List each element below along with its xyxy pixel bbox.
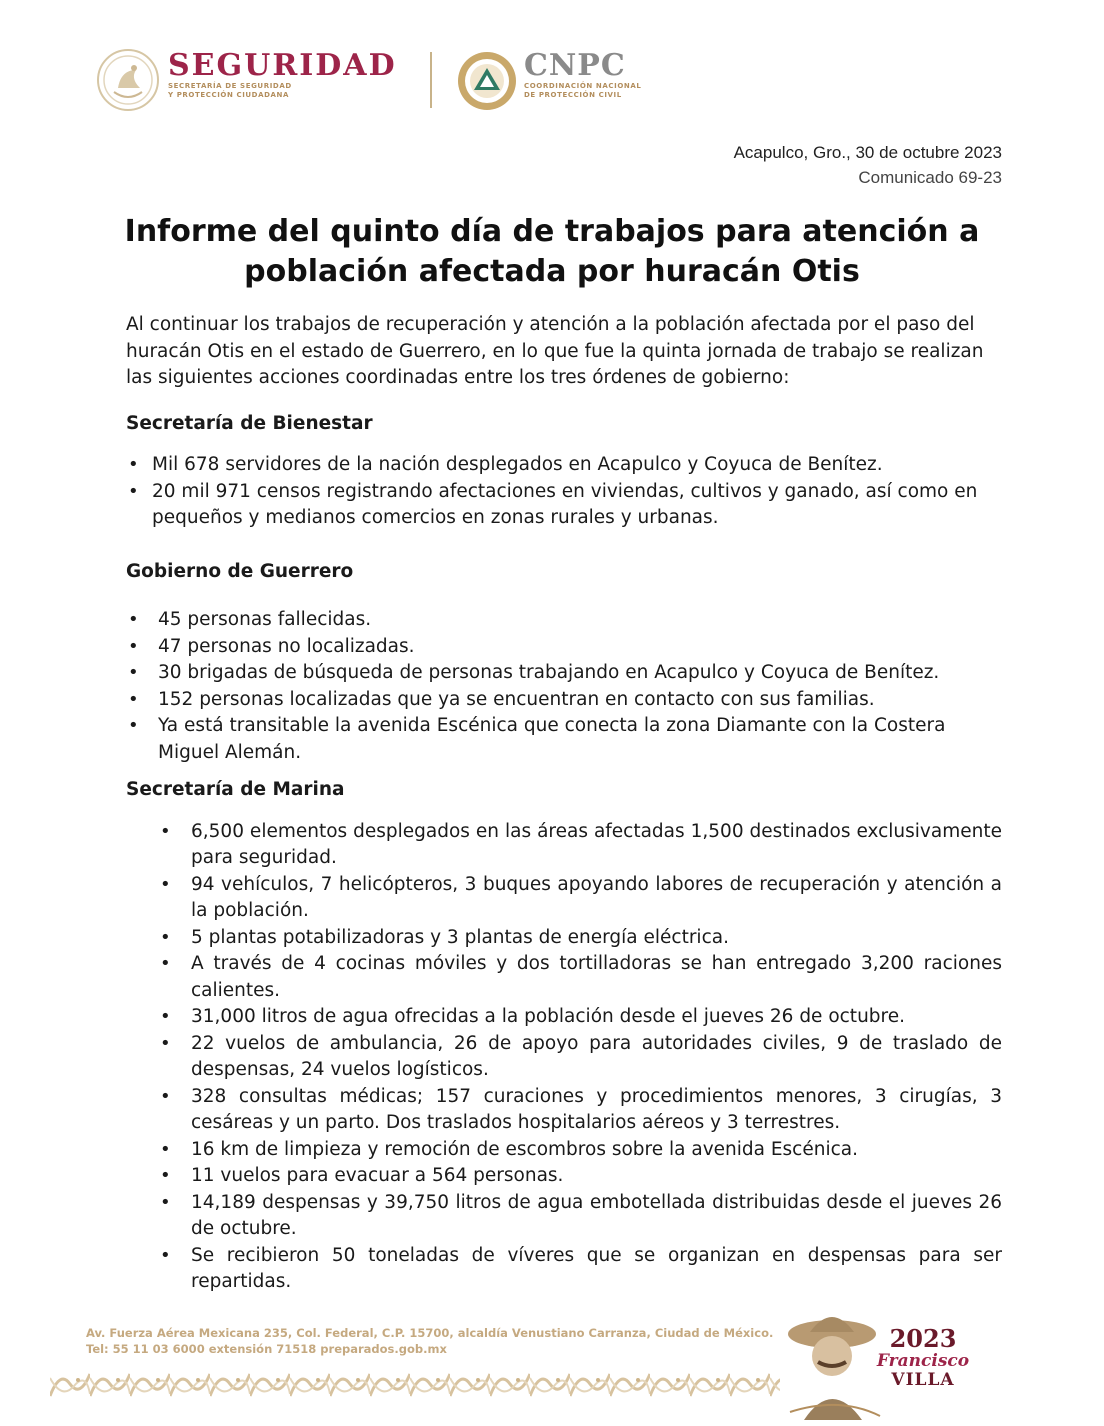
footer-address <box>86 1325 773 1357</box>
document-body <box>126 312 1002 1296</box>
guerrero-list <box>126 607 1002 766</box>
francisco-villa-logo <box>868 1326 978 1390</box>
logo-divider <box>430 52 432 108</box>
list-item: • Ya está transitable la avenida Escénica que conecta la zona Diamante con la Costera Miguel Alemán. <box>126 713 1002 766</box>
bienestar-list <box>126 452 1002 532</box>
seguridad-name: SEGURIDAD <box>168 48 397 83</box>
villa-last-name: VILLA <box>891 1370 955 1390</box>
cnpc-sub-2: DE PROTECCIÓN CIVIL <box>524 91 622 99</box>
list-item: • 94 vehículos, 7 helicópteros, 3 buques apoyando labores de recuperación y atención a la población. <box>126 872 1002 925</box>
communique-number: Comunicado 69-23 <box>858 168 1002 187</box>
address-line: Av. Fuerza Aérea Mexicana 235, Col. Federal, C.P. 15700, alcaldía Venustiano Carranza, Ciudad de México. <box>86 1326 774 1340</box>
list-item: • 22 vuelos de ambulancia, 26 de apoyo para autoridades civiles, 9 de traslado de despensas, 24 vuelos logísticos. <box>126 1031 1002 1084</box>
civil-protection-emblem-icon <box>456 50 518 112</box>
list-item: • 30 brigadas de búsqueda de personas trabajando en Acapulco y Coyuca de Benítez. <box>126 660 1002 687</box>
list-item: • Se recibieron 50 toneladas de víveres que se organizan en despensas para ser repartidas. <box>126 1243 1002 1296</box>
list-item: • 328 consultas médicas; 157 curaciones y procedimientos menores, 3 cirugías, 3 cesáreas y un parto. Dos traslados hospitalarios aéreos y 3 terrestres. <box>126 1084 1002 1137</box>
place-date: Acapulco, Gro., 30 de octubre 2023 <box>733 143 1002 162</box>
section-title-marina: Secretaría de Marina <box>126 779 345 800</box>
marina-list <box>126 819 1002 1296</box>
contact-line: Tel: 55 11 03 6000 extensión 71518 preparados.gob.mx <box>86 1342 447 1356</box>
villa-year: 2023 <box>889 1324 957 1353</box>
cnpc-name: CNPC <box>524 48 626 83</box>
list-item: • 152 personas localizadas que ya se encuentran en contacto con sus familias. <box>126 687 1002 714</box>
villa-first-name: Francisco <box>876 1351 970 1371</box>
section-title-bienestar: Secretaría de Bienestar <box>126 412 373 434</box>
cnpc-sub-1: COORDINACIÓN NACIONAL <box>524 82 642 90</box>
list-item: • 6,500 elementos desplegados en las áreas afectadas 1,500 destinados exclusivamente para seguridad. <box>126 819 1002 872</box>
list-item: • 47 personas no localizadas. <box>126 634 1002 661</box>
list-item: • 45 personas fallecidas. <box>126 607 1002 634</box>
list-item: • 16 km de limpieza y remoción de escombros sobre la avenida Escénica. <box>126 1137 1002 1164</box>
national-seal-icon <box>96 48 160 112</box>
cnpc-logo <box>524 50 641 100</box>
list-item: • 5 plantas potabilizadoras y 3 plantas de energía eléctrica. <box>126 925 1002 952</box>
list-item: • Mil 678 servidores de la nación desplegados en Acapulco y Coyuca de Benítez. <box>126 452 1002 479</box>
list-item: • A través de 4 cocinas móviles y dos tortilladoras se han entregado 3,200 raciones calientes. <box>126 951 1002 1004</box>
section-title-guerrero: Gobierno de Guerrero <box>126 560 354 582</box>
footer-ornament-band <box>50 1366 780 1402</box>
dateline <box>734 140 1002 190</box>
header-logos <box>96 44 716 116</box>
list-item: • 14,189 despensas y 39,750 litros de agua embotellada distribuidas desde el jueves 26 de octubre. <box>126 1190 1002 1243</box>
list-item: • 20 mil 971 censos registrando afectaciones en viviendas, cultivos y ganado, así como en pequeños y medianos comercios en zonas rurales y urbanas. <box>126 479 1002 532</box>
seguridad-sub-2: Y PROTECCIÓN CIUDADANA <box>168 91 290 99</box>
list-item: • 11 vuelos para evacuar a 564 personas. <box>126 1163 1002 1190</box>
intro-paragraph: Al continuar los trabajos de recuperación y atención a la población afectada por el paso del huracán Otis en el estado de Guerrero, en lo que fue la quinta jornada de trabajo se realizan las siguientes acciones coordinadas entre los tres órdenes de gobierno: <box>126 314 984 388</box>
seguridad-sub-1: SECRETARÍA DE SEGURIDAD <box>168 82 292 90</box>
list-item: • 31,000 litros de agua ofrecidas a la población desde el jueves 26 de octubre. <box>126 1004 1002 1031</box>
seguridad-logo <box>168 50 397 100</box>
page-title: Informe del quinto día de trabajos para atención a población afectada por huracán Otis <box>124 214 980 289</box>
